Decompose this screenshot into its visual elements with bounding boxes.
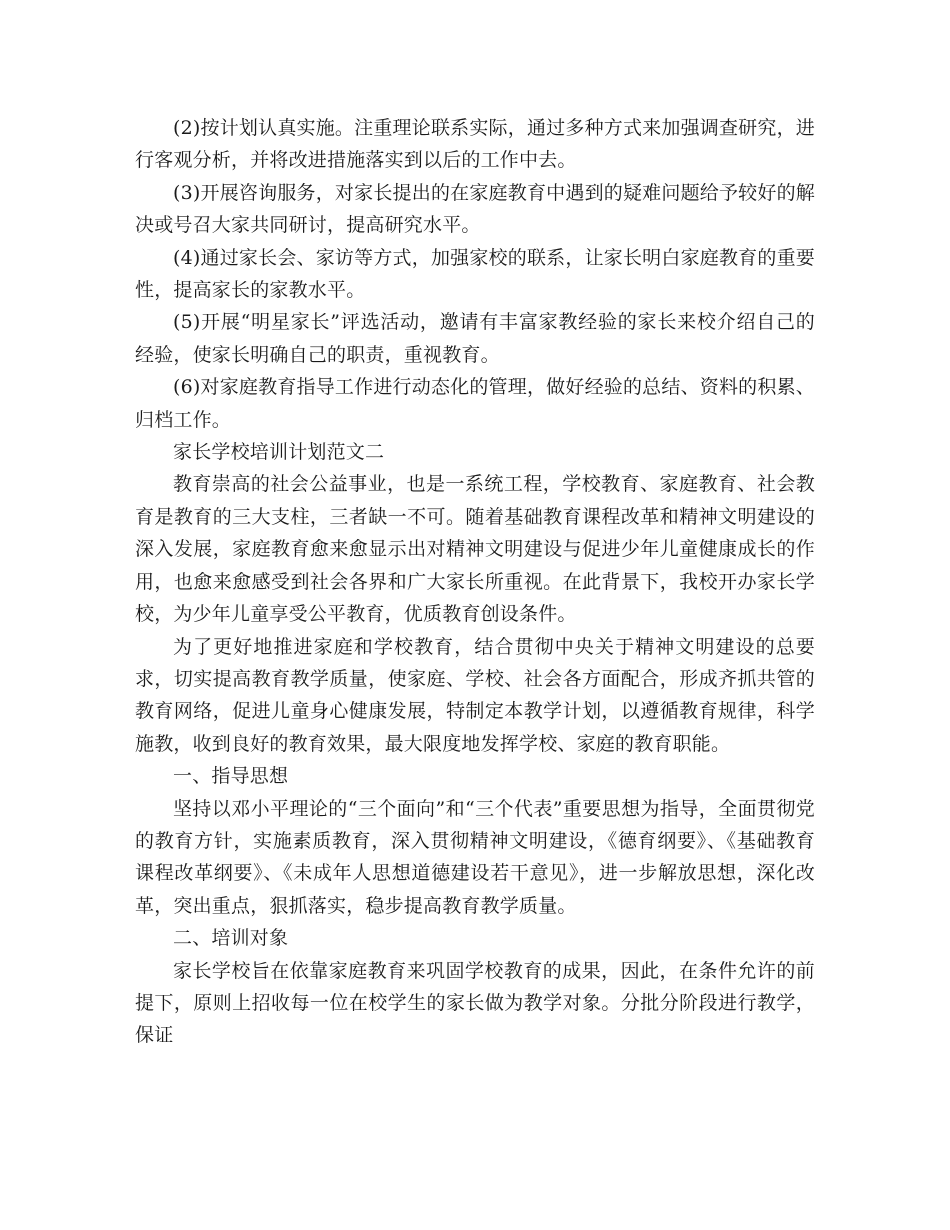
paragraph-intro: 教育崇高的社会公益事业，也是一系统工程，学校教育、家庭教育、社会教育是教育的三大支柱，三者缺一不可。随着基础教育课程改革和精神文明建设的深入发展，家庭教育愈来愈显示出对精神文明建设与促进少年儿童健康成长的作用，也愈来愈感受到社会各界和广大家长所重视。在此背景下，我校开办家长学校，为少年儿童享受公平教育，优质教育创设条件。 (135, 473, 815, 626)
paragraph-item-6: (6)对家庭教育指导工作进行动态化的管理，做好经验的总结、资料的积累、归档工作。 (135, 376, 815, 431)
paragraph-purpose: 为了更好地推进家庭和学校教育，结合贯彻中央关于精神文明建设的总要求，切实提高教育教学质量，使家庭、学校、社会各方面配合，形成齐抓共管的教育网络，促进儿童身心健康发展，特制定本教学计划，以遵循教育规律，科学施教，收到良好的教育效果，最大限度地发挥学校、家庭的教育职能。 (135, 635, 815, 755)
paragraph-item-4: (4)通过家长会、家访等方式，加强家校的联系，让家长明白家庭教育的重要性，提高家长的家教水平。 (135, 246, 815, 302)
heading-guiding-ideology: 一、指导思想 (173, 765, 289, 788)
section-title-sample-two: 家长学校培训计划范文二 (173, 441, 385, 464)
paragraph-training-target: 家长学校旨在依靠家庭教育来巩固学校教育的成果，因此，在条件允许的前提下，原则上招收每一位在校学生的家长做为教学对象。分批分阶段进行教学，保证 (135, 959, 815, 1047)
paragraph-guiding-ideology: 坚持以邓小平理论的“三个面向”和“三个代表”重要思想为指导，全面贯彻党的教育方针，实施素质教育，深入贯彻精神文明建设，《德育纲要》、《基础教育课程改革纲要》、《未成年人思想道德建设若干意见》，进一步解放思想，深化改革，突出重点，狠抓落实，稳步提高教育教学质量。 (135, 797, 815, 917)
paragraph-item-3: (3)开展咨询服务，对家长提出的在家庭教育中遇到的疑难问题给予较好的解决或号召大家共同研讨，提高研究水平。 (135, 181, 815, 237)
document-body (135, 112, 815, 1052)
paragraph-item-2: (2)按计划认真实施。注重理论联系实际，通过多种方式来加强调查研究，进行客观分析，并将改进措施落实到以后的工作中去。 (135, 117, 815, 172)
heading-training-target: 二、培训对象 (173, 927, 289, 950)
paragraph-item-5: (5)开展“明星家长”评选活动，邀请有丰富家教经验的家长来校介绍自己的经验，使家长明确自己的职责，重视教育。 (135, 311, 815, 366)
